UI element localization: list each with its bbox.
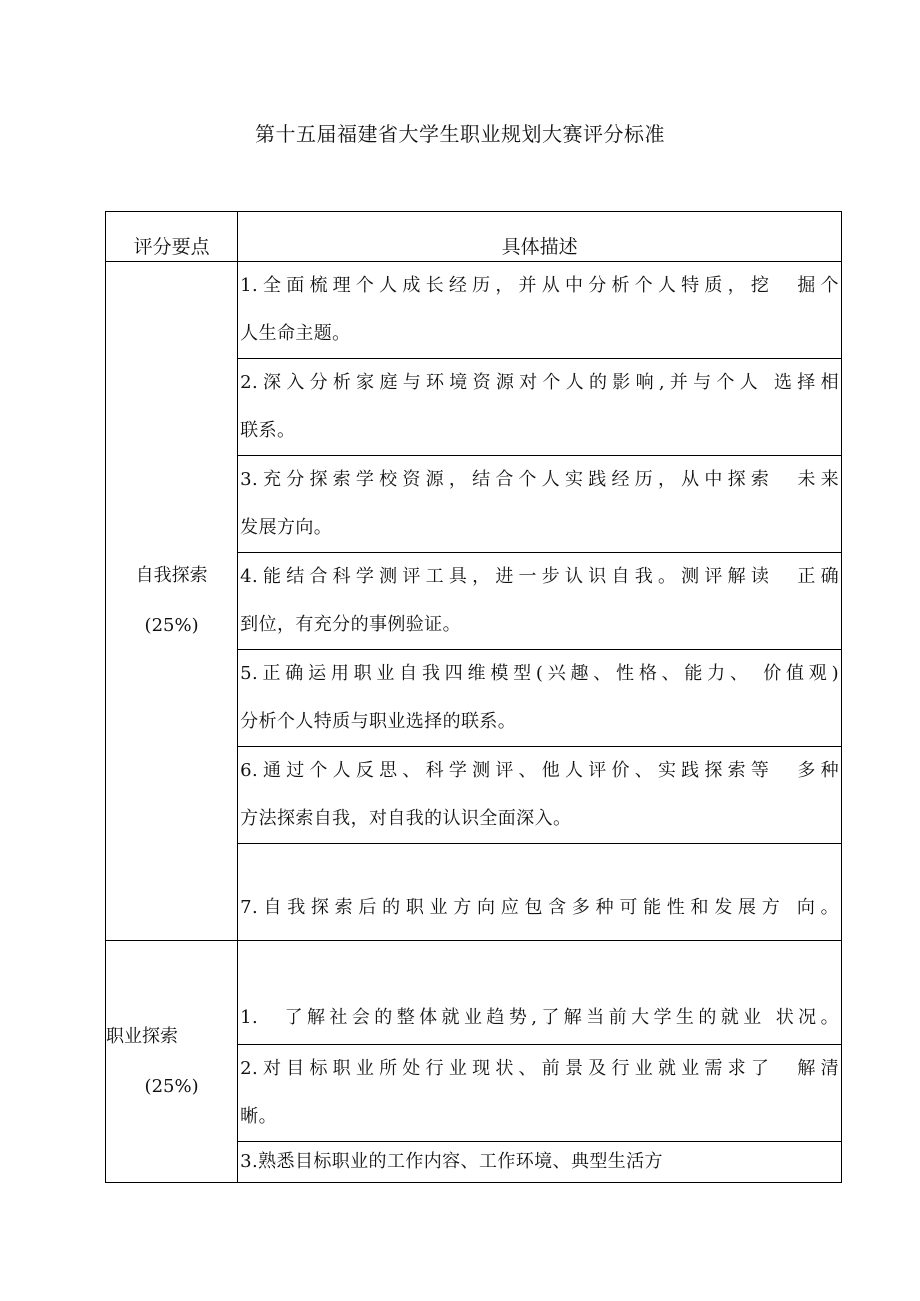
category-self-exploration	[106, 262, 238, 941]
header-description: 具体描述	[238, 212, 842, 262]
category-career-exploration	[106, 941, 238, 1183]
table-row	[106, 941, 842, 1045]
category-weight: (25%)	[144, 1075, 199, 1097]
criterion-item: 4.能结合科学测评工具，进一步认识自我。测评解读 正确 到位，有充分的事例验证。	[238, 553, 842, 650]
criterion-item: 6.通过个人反思、科学测评、他人评价、实践探索等 多种 方法探索自我，对自我的认识全面深入。	[238, 747, 842, 844]
header-criteria: 评分要点	[106, 212, 238, 262]
criterion-item: 1.全面梳理个人成长经历，并从中分析个人特质，挖 掘个 人生命主题。	[238, 262, 842, 359]
category-name: 职业探索	[106, 1025, 178, 1047]
criterion-item: 1. 了解社会的整体就业趋势,了解当前大学生的就业 状况。	[238, 941, 842, 1045]
criterion-item: 7.自我探索后的职业方向应包含多种可能性和发展方 向。	[238, 844, 842, 941]
criterion-item: 2.深入分析家庭与环境资源对个人的影响,并与个人 选择相 联系。	[238, 359, 842, 456]
criterion-item: 3.充分探索学校资源，结合个人实践经历，从中探索 未来 发展方向。	[238, 456, 842, 553]
criterion-item: 5.正确运用职业自我四维模型(兴趣、性格、能力、 价值观) 分析个人特质与职业选择的联系。	[238, 650, 842, 747]
page-title: 第十五届福建省大学生职业规划大赛评分标准	[255, 122, 665, 146]
table-row	[106, 262, 842, 359]
category-name: 自我探索	[135, 565, 208, 586]
scoring-table	[105, 211, 842, 1183]
category-weight: (25%)	[144, 615, 199, 636]
criterion-item: 2.对目标职业所处行业现状、前景及行业就业需求了 解清 晰。	[238, 1045, 842, 1142]
table-header-row	[106, 212, 842, 262]
criterion-item: 3.熟悉目标职业的工作内容、工作环境、典型生活方	[238, 1142, 842, 1183]
